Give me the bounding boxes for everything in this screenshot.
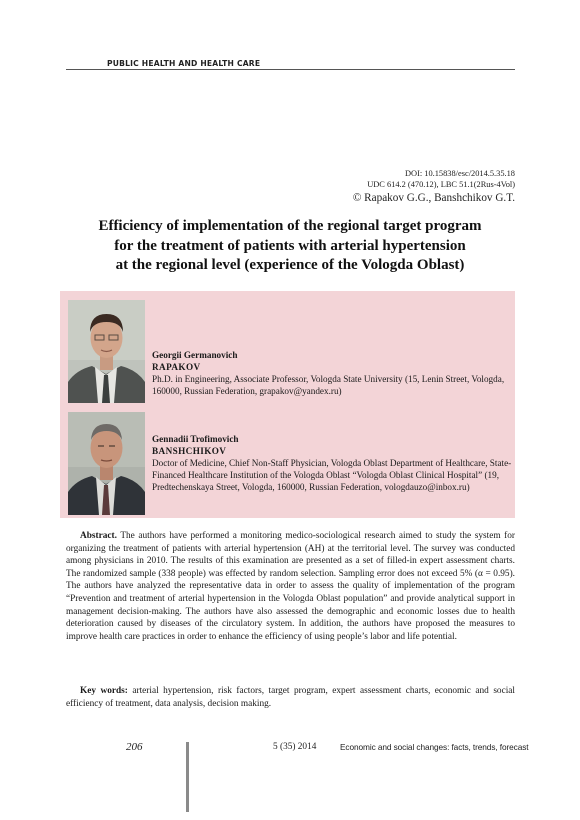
abstract-paragraph [66, 530, 515, 643]
section-header: PUBLIC HEALTH AND HEALTH CARE [107, 59, 261, 68]
article-title [60, 217, 520, 276]
author-surname: BANSHCHIKOV [152, 446, 227, 456]
title-line: Efficiency of implementation of the regional target program [98, 218, 482, 234]
title-line: at the regional level (experience of the Vologda Oblast) [115, 257, 465, 273]
author-entry-rapakov [152, 349, 512, 397]
footer-divider [186, 742, 189, 812]
header-rule [66, 69, 515, 70]
author-given-name: Gennadii Trofimovich [152, 434, 239, 444]
author-affiliation: Ph.D. in Engineering, Associate Professor, Vologda State University (15, Lenin Street, Vologda, 160000, Russian Federation, grapakov@yandex.ru) [152, 374, 505, 396]
keywords-text: arterial hypertension, risk factors, target program, expert assessment charts, economic and social efficiency of treatment, data analysis, decision making. [66, 686, 515, 709]
author-photo-banshchikov [68, 412, 145, 515]
copyright-line: © Rapakov G.G., Banshchikov G.T. [352, 192, 515, 204]
issue-info: 5 (35) 2014 [273, 742, 317, 752]
journal-title: Economic and social changes: facts, trends, forecast [340, 742, 529, 752]
author-affiliation: Doctor of Medicine, Chief Non-Staff Physician, Vologda Oblast Department of Healthcare, State-Financed Healthcare Institution of the Vologda Oblast “Vologda Oblast Clinical Hospital” (19, Predtechenskaya Street, Vologda, 160000, Russian Federation, vologdauzo@inbox.ru) [152, 458, 512, 492]
abstract-label: Abstract. [80, 531, 117, 541]
abstract-text: The authors have performed a monitoring medico-sociological research aimed to study the system for organizing the treatment of patients with arterial hypertension (AH) at the territorial level. The survey was conducted among physicians in 2010. The results of this examination are presented as a set of filled-in expert assessment charts. The randomized sample (338 people) was effected by random selection. Sampling error does not exceed 5% (α = 0.95). The authors have analyzed the representative data in order to assess the quality of implementation of the program “Prevention and treatment of arterial hypertension in the Vologda Oblast population” and provide analytical support in management decision-making. The authors have also assessed the demographic and economic losses due to health deterioration caused by diseases of the circulatory system. In addition, the authors have proposed the measures to improve health care practices in order to enhance the efficiency of using people’s labor and life potential. [66, 531, 515, 642]
keywords-label: Key words: [80, 686, 128, 696]
author-given-name: Georgii Germanovich [152, 350, 238, 360]
portrait-image [68, 300, 145, 403]
portrait-image [68, 412, 145, 515]
author-photo-rapakov [68, 300, 145, 403]
keywords-paragraph [66, 685, 515, 710]
author-info-box [60, 291, 515, 518]
doi-line: DOI: 10.15838/esc/2014.5.35.18 [404, 169, 515, 178]
author-entry-banshchikov [152, 433, 512, 493]
title-line: for the treatment of patients with arterial hypertension [114, 237, 466, 254]
author-surname: RAPAKOV [152, 362, 201, 372]
page-number: 206 [126, 741, 143, 753]
udc-line: UDC 614.2 (470.12), LBC 51.1(2Rus-4Vol) [367, 180, 515, 189]
